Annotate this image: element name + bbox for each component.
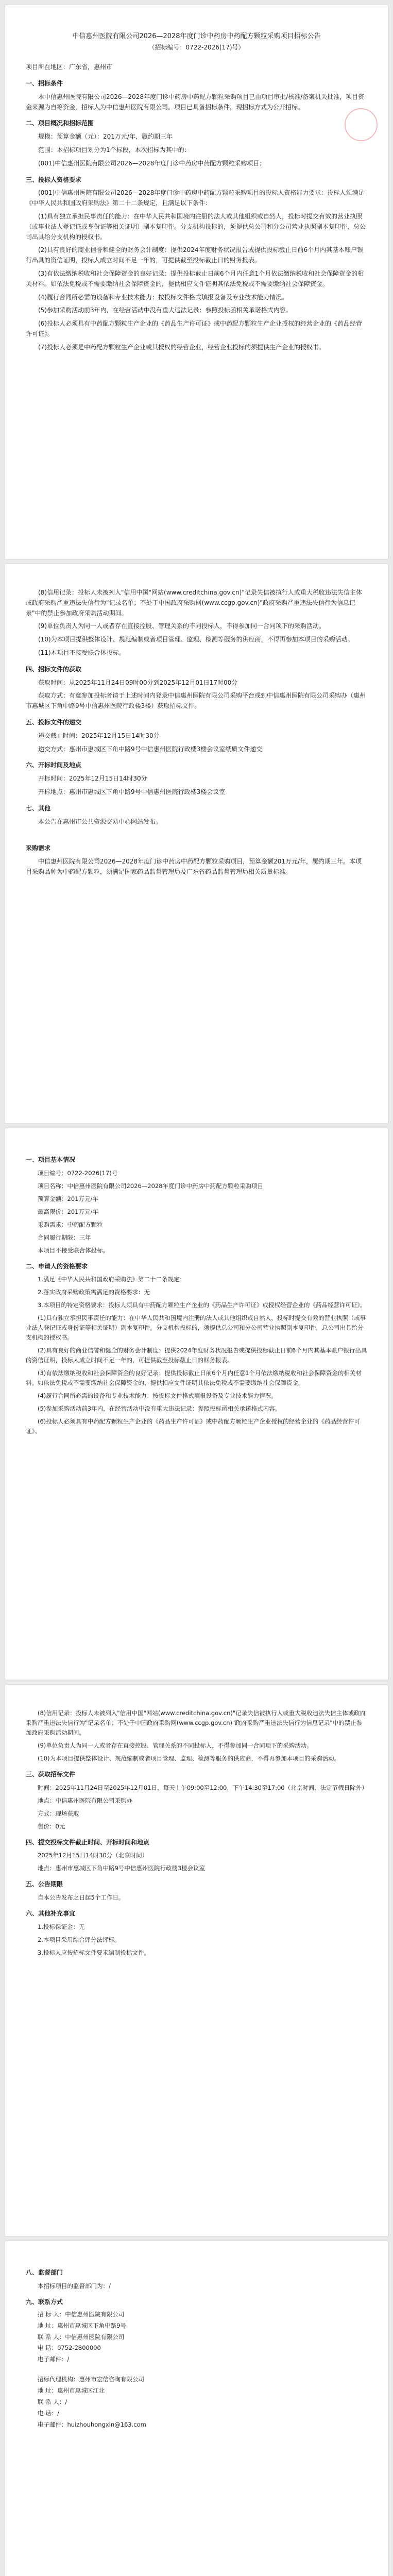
requirement-item: (3)有依法缴纳税收和社会保障资金的良好记录：提供投标截止日前6个月内任意1个月依法缴纳税收和社会保障资金的相关材料。如依法免税或不需要缴纳社会保障资金的，提供相应文件证明其依法免税或不需要缴纳社会保障资金。	[26, 1369, 362, 1387]
contact-line: 电 话：0752-2800000	[38, 2344, 101, 2352]
section-line: 合同履行期限：三年	[38, 1233, 91, 1241]
contact-line: 地 址：惠州市惠城区下角中路9号	[38, 2321, 126, 2329]
section-line: 2.本项目采用综合评分法评标。	[38, 1936, 121, 1943]
document-title: 中信惠州医院有限公司2026—2028年度门诊中药房中药配方颗粒采购项目招标公告	[72, 32, 321, 40]
section-heading-5: 五、投标文件的递交	[26, 718, 82, 726]
document-page-2	[5, 564, 388, 1123]
requirement-item: (3)有依法缴纳税收和社会保障资金的良好记录：提供投标截止日前6个月内任意1个月依法缴纳税收和社会保障资金的相关材料。如依法免税或不需要缴纳社会保障资金的，提供相应文件证明其依法免税或不需要缴纳社会保障资金。	[26, 269, 364, 287]
requirement-item: (2)具有良好的商业信誉和健全的财务会计制度：提供2024年度财务状况报告或提供投标截止日前6个月内其基本账户银行出具的资信证明，投标人成立时间不足一年的，可提供截至投标截止日的财务报表。	[26, 1347, 367, 1364]
requirement-item: (6)投标人必须具有中药配方颗粒生产企业的《药品生产许可证》或中药配方颗粒生产企业授权的经营企业的《药品经营许可证》。	[26, 320, 363, 337]
section-heading: 一、项目基本情况	[26, 1156, 76, 1163]
section-line: 3.本项目的特定资格要求：投标人须具有中药配方颗粒生产企业的《药品生产许可证》或授权经营企业的《药品经营许可证》。	[38, 1301, 366, 1309]
section-heading-6: 六、开标时间及地点	[26, 761, 82, 769]
section-heading: 四、提交投标文件截止时间、开标时间和地点	[26, 1838, 150, 1846]
document-page-3	[5, 1128, 388, 1680]
section-line: 范围：本招标项目划分为1个标段，本次招标为其中的：	[38, 146, 191, 154]
contact-line: 电子邮件：huizhouhongxin@163.com	[38, 2421, 146, 2429]
section-heading: 五、公告期限	[26, 1880, 63, 1888]
requirement-item: (2)具有良好的商业信誉和健全的财务会计制度：提供2024年度财务状况报告或提供投标截止日前6个月内其基本账户银行出具的资信证明，投标人成立时间不足一年的，可提供截至投标截止日的财务报表。	[26, 246, 364, 264]
procurement-needs-heading: 采购需求	[26, 844, 51, 852]
section-line: 开标时间：2025年12月15日14时30分	[38, 775, 147, 783]
section-line: 2025年12月15日14时30分（北京时间）	[38, 1852, 148, 1859]
section-body-3: (001)中信惠州医院有限公司2026—2028年度门诊中药房中药配方颗粒采购项目的投标人资格能力要求：投标人须满足《中华人民共和国政府采购法》第二十二条规定，且满足以下条件：	[26, 189, 365, 207]
section-line: 最高限价：201万元/年	[38, 1208, 98, 1215]
section-line: 项目编号：0722-2026(17)号	[38, 1169, 118, 1177]
section-line: 2.落实政府采购政策需满足的资格要求：无	[38, 1289, 150, 1296]
section-line: 1.满足《中华人民共和国政府采购法》第二十二条规定；	[38, 1276, 185, 1283]
section-body-7: 本公告在惠州市公共资源交易中心网站发布。	[38, 818, 162, 825]
requirement-item: (6)投标人必须具有中药配方颗粒生产企业的《药品生产许可证》或中药配方颗粒生产企业授权的经营企业的《药品经营许可证》。	[26, 1418, 360, 1435]
document-page-1	[5, 5, 388, 559]
seal-stamp	[345, 108, 378, 141]
document-number: （招标编号：0722-2026(17)号）	[148, 44, 245, 52]
section-body-1: 本中信惠州医院有限公司2026—2028年度门诊中药房中药配方颗粒采购项目已由项目审批/核准/备案机关批准，项目资金来源为自筹资金，招标人为中信惠州医院有限公司。项目已具备招标条件，现招标方式为公开招标。	[26, 93, 365, 111]
requirement-item: (9)单位负责人为同一人或者存在直接控股、管理关系的不同投标人，不得参加同一合同项下的采购活动。	[38, 1741, 313, 1749]
contact-line: 联 系 人：/	[38, 2398, 67, 2406]
section-line: 递交方式：惠州市惠城区下角中路9号中信惠州医院行政楼3楼会议室纸质文件递交	[38, 745, 263, 753]
section-line: 时间：2025年11月24日至2025年12月01日，每天上午09:00至12:00，下午14:30至17:00（北京时间，法定节假日除外）	[38, 1784, 368, 1791]
section-line: 本项目不接受联合体投标。	[38, 1246, 109, 1254]
contact-line: 地 址：惠州市惠城区江北	[38, 2387, 105, 2395]
requirement-item: (1)具有独立承担民事责任的能力：在中华人民共和国境内注册的法人或其他组织或自然人，投标时提交有效的营业执照（或事业法人登记证或身份证等相关证明）副本复印件。分支机构投标的，须提供总公司和分公司营业执照副本复印件，总公司出具给分支机构的授权书。	[26, 1314, 366, 1342]
requirement-item: (4)履行合同所必需的设备和专业技术能力：按投标文件格式填报设备及专业技术能力情况。	[38, 1392, 277, 1400]
section-heading-1: 一、招标条件	[26, 80, 63, 88]
requirement-item: (9)单位负责人为同一人或者存在直接控股、管理关系的不同投标人，不得参加同一合同项下的采购活动。	[38, 622, 326, 630]
section-line: 开标地点：惠州市惠城区下角中路9号中信惠州医院行政楼3楼会议室	[38, 788, 226, 795]
section-heading: 三、获取招标文件	[26, 1770, 76, 1778]
procurement-needs-body: 中信惠州医院有限公司2026—2028年度门诊中药房中药配方颗粒采购项目，预算金额201万元/年，履约期三年。本项目采购品种为中药配方颗粒，须满足国家药品监督管理局及广东省药品监督管理局相关质量标准。	[26, 858, 362, 875]
project-location: 项目所在地区：广东省，惠州市	[26, 63, 113, 71]
requirement-item: (8)信用记录：投标人未被列入"信用中国"网站(www.creditchina.gov.cn)"记录失信被执行人或重大税收违法失信主体或政府采购严重违法失信行为"记录名单；不处于中国政府采购网(www.ccgp.gov.cn)"政府采购严重违法失信行为信息记录"中的禁止参加政府采购活动期间。	[26, 589, 362, 617]
contact-line: 电子邮件：/	[38, 2355, 70, 2363]
document-page-5	[5, 2241, 388, 2576]
section-line: 自本公告发布之日起5个工作日。	[38, 1894, 125, 1902]
section-heading-4: 四、招标文件的获取	[26, 665, 82, 673]
section-heading-3: 三、投标人资格要求	[26, 176, 82, 183]
section-line: 3.投标人应按招标文件要求编制投标文件。	[38, 1948, 150, 1956]
section-line: 1.投标保证金：无	[38, 1923, 85, 1930]
contact-line: 电 话：/	[38, 2410, 60, 2417]
section-heading: 九、联系方式	[26, 2298, 63, 2306]
section-line: 地点：惠州市惠城区下角中路9号中信惠州医院行政楼3楼会议室	[38, 1865, 206, 1872]
section-line: 地点：中信惠州医院有限公司采购办	[38, 1797, 132, 1804]
section-line: 本招标项目的监督部门为：/	[38, 2282, 111, 2290]
section-line: 项目名称：中信惠州医院有限公司2026—2028年度门诊中药房中药配方颗粒采购项目	[38, 1182, 264, 1190]
contact-line: 招标代理机构：惠州市宏信咨询有限公司	[38, 2376, 144, 2383]
requirement-item: (1)具有独立承担民事责任的能力：在中华人民共和国境内注册的法人或其他组织或自然人，投标时提交有效的营业执照（或事业法人登记证或身份证等相关证明）副本复印件。分支机构投标的，须提供总公司和分公司营业执照副本复印件，总公司出具给分支机构的授权书。	[26, 213, 366, 241]
section-heading: 六、其他补充事宜	[26, 1910, 76, 1918]
section-line: 售价：0元	[38, 1822, 65, 1830]
section-line: 采购需求：中药配方颗粒	[38, 1221, 103, 1228]
requirement-item: (10)为本项目提供整体设计、规范编制或者项目管理、监理、检测等服务的供应商，不得再参加本项目的采购活动。	[38, 1754, 340, 1762]
section-heading-7: 七、其他	[26, 804, 51, 812]
requirement-item: (11)本项目不接受联合体投标。	[38, 649, 125, 656]
requirement-item: (5)参加采购活动前3年内，在经营活动中没有重大违法记录：参照投标函相关承诺格式内容。	[38, 307, 292, 314]
section-heading: 二、申请人的资格要求	[26, 1262, 88, 1270]
requirement-item: (8)信用记录：投标人未被列入"信用中国"网站(www.creditchina.gov.cn)"记录失信被执行人或重大税收违法失信主体或政府采购严重违法失信行为"记录名单；不处于中国政府采购网(www.ccgp.gov.cn)"政府采购严重违法失信行为信息记录"中的禁止参加政府采购活动期间。	[26, 1709, 366, 1736]
document-page-4	[5, 1685, 388, 2236]
contact-line: 联 系 人：中信惠州医院有限公司	[38, 2333, 125, 2341]
section-line: 递交截止时间：2025年12月15日14时30分	[38, 732, 160, 739]
section-heading-2: 二、项目概况和招标范围	[26, 120, 94, 127]
requirement-item: (5)参加采购活动前3年内，在经营活动中没有重大违法记录：参照投标函相关承诺格式内容。	[38, 1405, 281, 1413]
section-line: 方式：现场获取	[38, 1809, 79, 1817]
contact-line: 招 标 人：中信惠州医院有限公司	[38, 2310, 125, 2318]
section-line: 预算金额：201万元/年	[38, 1195, 98, 1202]
section-line: (001)中信惠州医院有限公司2026—2028年度门诊中药房中药配方颗粒采购项目；	[38, 159, 266, 167]
section-line: 获取时间：从2025年11月24日09时00分到2025年12月01日17时00分	[38, 679, 238, 686]
requirement-item: (4)履行合同所必需的设备和专业技术能力：按投标文件格式填报设备及专业技术能力情况。	[38, 293, 288, 301]
section-line: 获取方式：有意参加投标者请于上述时间内登录中信惠州医院有限公司采购平台或到中信惠州医院有限公司采购办（惠州市惠城区下角中路9号中信惠州医院行政楼3楼）获取招标文件。	[26, 692, 366, 710]
requirement-item: (7)投标人必须是中药配方颗粒生产企业或其授权的经营企业，经营企业投标的须提供生产企业的授权书。	[38, 343, 326, 351]
section-line: 规模：预算金额（元）：201万元/年，履约期三年	[38, 133, 173, 141]
section-heading: 八、监督部门	[26, 2269, 63, 2276]
requirement-item: (10)为本项目提供整体设计、规范编制或者项目管理、监理、检测等服务的供应商，不得再参加本项目的采购活动。	[38, 636, 354, 643]
